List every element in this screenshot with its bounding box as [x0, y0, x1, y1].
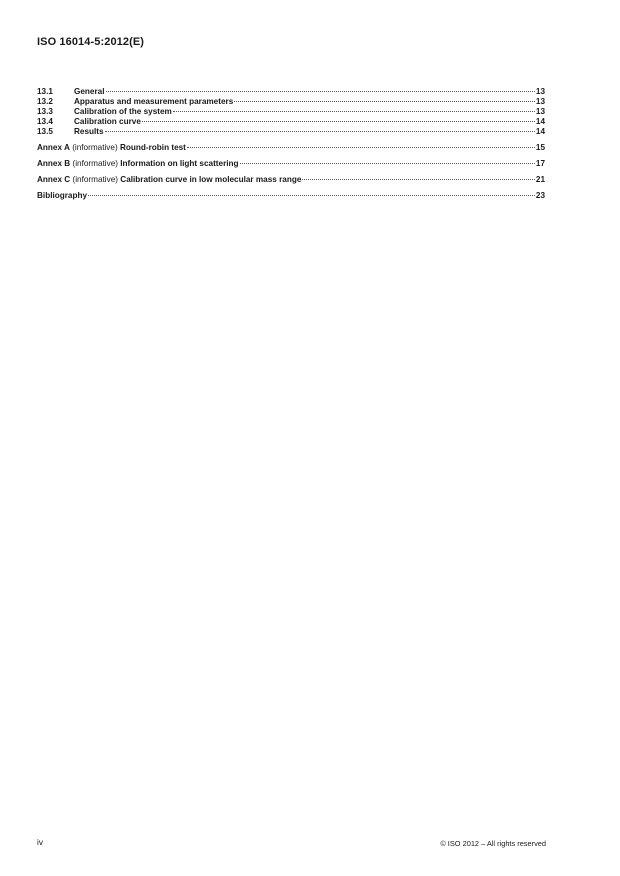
annex-type: (informative) — [72, 159, 118, 168]
toc-entry-13-2[interactable] — [37, 97, 545, 107]
dot-leader — [234, 101, 535, 102]
annex-label: Annex C — [37, 175, 71, 184]
annex-type: (informative) — [72, 175, 118, 184]
toc-entry-number: 13.5 — [37, 127, 53, 136]
footer-copyright: © ISO 2012 – All rights reserved — [440, 839, 546, 848]
toc-entry-page: 13 — [535, 107, 545, 116]
bibliography-title: Bibliography — [37, 191, 88, 200]
dot-leader — [173, 111, 535, 112]
toc-entry-page: 17 — [535, 159, 545, 168]
toc-entry-title: General — [74, 87, 105, 96]
dot-leader — [240, 163, 535, 164]
toc-entry-annex-c[interactable] — [37, 175, 545, 185]
annex-label: Annex B — [37, 159, 71, 168]
document-header: ISO 16014-5:2012(E) — [37, 36, 145, 48]
toc-entry-title: Calibration curve — [74, 117, 141, 126]
dot-leader — [106, 91, 535, 92]
toc-entry-number: 13.1 — [37, 87, 53, 96]
toc-entry-page: 13 — [535, 97, 545, 106]
toc-entry-annex-b[interactable] — [37, 159, 545, 169]
toc-entry-number: 13.3 — [37, 107, 53, 116]
dot-leader — [187, 147, 535, 148]
footer-page-number: iv — [37, 838, 43, 847]
toc-entry-page: 14 — [535, 127, 545, 136]
dot-leader — [88, 195, 535, 196]
dot-leader — [105, 131, 535, 132]
annex-title: Information on light scattering — [120, 159, 239, 168]
toc-entry-page: 23 — [535, 191, 545, 200]
annex-title: Calibration curve in low molecular mass range — [120, 175, 302, 184]
annex-label: Annex A — [37, 143, 70, 152]
toc-entry-page: 21 — [535, 175, 545, 184]
toc-entry-number: 13.2 — [37, 97, 53, 106]
dot-leader — [302, 179, 535, 180]
toc-entry-13-4[interactable] — [37, 117, 545, 127]
toc-entry-page: 14 — [535, 117, 545, 126]
toc-entry-page: 13 — [535, 87, 545, 96]
annex-type: (informative) — [72, 143, 118, 152]
dot-leader — [142, 121, 535, 122]
toc-entry-title: Apparatus and measurement parameters — [74, 97, 234, 106]
toc-entry-bibliography[interactable] — [37, 191, 545, 201]
toc-entry-title: Calibration of the system — [74, 107, 172, 116]
toc-entry-title: Results — [74, 127, 104, 136]
toc-entry-13-5[interactable] — [37, 127, 545, 137]
toc-entry-annex-a[interactable] — [37, 143, 545, 153]
table-of-contents — [37, 87, 545, 201]
toc-entry-number: 13.4 — [37, 117, 53, 126]
toc-entry-page: 15 — [535, 143, 545, 152]
annex-title: Round-robin test — [119, 143, 186, 152]
toc-entry-13-3[interactable] — [37, 107, 545, 117]
toc-entry-13-1[interactable] — [37, 87, 545, 97]
